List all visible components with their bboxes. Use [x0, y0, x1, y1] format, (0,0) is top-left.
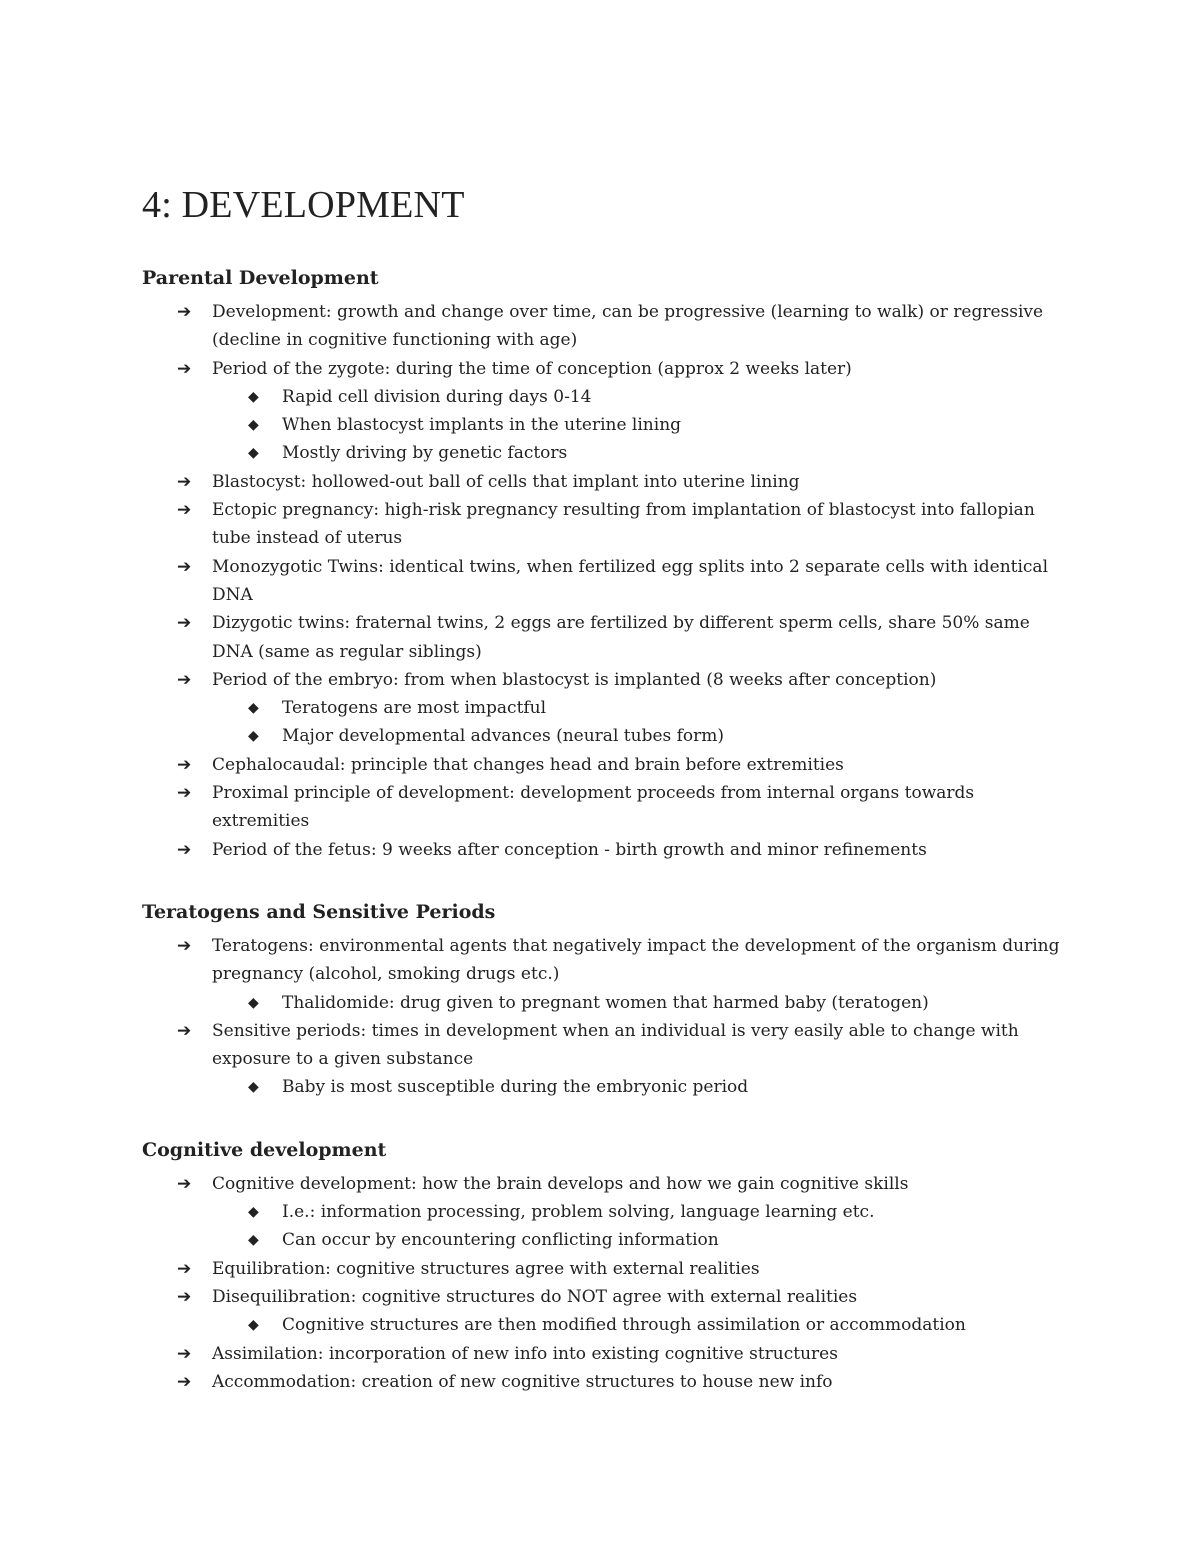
arrow-bullet-icon: ➔: [177, 1020, 192, 1041]
bullet-list: [142, 1170, 1072, 1396]
sub-list-item: [212, 1226, 1072, 1254]
sub-list-item-text: Cognitive structures are then modified through assimilation or accommodation: [282, 1315, 966, 1336]
sub-bullet-list: [212, 989, 1072, 1017]
sub-list-item: [212, 411, 1072, 439]
diamond-bullet-icon: ◆: [248, 1204, 259, 1221]
diamond-bullet-icon: ◆: [248, 728, 259, 745]
sub-list-item-text: Major developmental advances (neural tubes form): [282, 726, 725, 747]
list-item-text: Cephalocaudal: principle that changes head and brain before extremities: [212, 754, 844, 775]
list-item: [142, 496, 1072, 553]
list-item: [142, 1368, 1072, 1396]
list-item: [142, 609, 1072, 666]
list-item-text: Accommodation: creation of new cognitive structures to house new info: [212, 1371, 833, 1392]
list-item: [142, 468, 1072, 496]
list-item-text: Period of the embryo: from when blastocyst is implanted (8 weeks after conception): [212, 669, 937, 690]
section: [142, 1130, 1072, 1396]
list-item: [142, 1283, 1072, 1340]
sub-list-item: [212, 1198, 1072, 1226]
list-item-text: Sensitive periods: times in development when an individual is very easily able to change with exposure to a given substance: [212, 1020, 1019, 1070]
arrow-bullet-icon: ➔: [177, 1343, 192, 1364]
list-item: [142, 298, 1072, 355]
diamond-bullet-icon: ◆: [248, 1317, 259, 1334]
section-heading: Cognitive development: [142, 1138, 387, 1161]
list-item-text: Period of the fetus: 9 weeks after conception - birth growth and minor refinements: [212, 839, 927, 860]
list-item: [142, 751, 1072, 779]
list-item: [142, 355, 1072, 468]
diamond-bullet-icon: ◆: [248, 1079, 259, 1096]
sub-bullet-list: [212, 1311, 1072, 1339]
sub-list-item: [212, 694, 1072, 722]
sub-bullet-list: [212, 383, 1072, 468]
list-item-text: Development: growth and change over time, can be progressive (learning to walk) or regressive (decline in cognitive functioning with age): [212, 302, 1044, 351]
arrow-bullet-icon: ➔: [177, 358, 192, 379]
arrow-bullet-icon: ➔: [177, 669, 192, 690]
document-page: [142, 178, 1072, 1424]
sub-list-item-text: I.e.: information processing, problem solving, language learning etc.: [282, 1202, 875, 1223]
list-item: [142, 1017, 1072, 1102]
list-item: [142, 1255, 1072, 1283]
diamond-bullet-icon: ◆: [248, 700, 259, 717]
arrow-bullet-icon: ➔: [177, 1173, 192, 1194]
sub-list-item: [212, 383, 1072, 411]
document-title: 4: DEVELOPMENT: [142, 184, 465, 226]
diamond-bullet-icon: ◆: [248, 417, 259, 434]
sub-list-item: [212, 1311, 1072, 1339]
sub-list-item-text: Can occur by encountering conflicting information: [282, 1230, 719, 1251]
arrow-bullet-icon: ➔: [177, 935, 192, 956]
sub-list-item: [212, 722, 1072, 750]
sub-list-item-text: Thalidomide: drug given to pregnant women that harmed baby (teratogen): [282, 992, 929, 1013]
list-item-text: Assimilation: incorporation of new info into existing cognitive structures: [212, 1343, 838, 1364]
diamond-bullet-icon: ◆: [248, 1232, 259, 1249]
arrow-bullet-icon: ➔: [177, 613, 192, 634]
sub-list-item: [212, 439, 1072, 467]
list-item-text: Proximal principle of development: development proceeds from internal organs towards extremities: [212, 783, 975, 832]
diamond-bullet-icon: ◆: [248, 994, 259, 1011]
sub-bullet-list: [212, 1073, 1072, 1101]
list-item-text: Blastocyst: hollowed-out ball of cells that implant into uterine lining: [212, 471, 800, 492]
list-item: [142, 666, 1072, 751]
list-item-text: Equilibration: cognitive structures agree with external realities: [212, 1258, 760, 1279]
sub-list-item: [212, 1073, 1072, 1101]
bullet-list: [142, 298, 1072, 864]
list-item: [142, 553, 1072, 610]
sub-list-item: [212, 989, 1072, 1017]
arrow-bullet-icon: ➔: [177, 1371, 192, 1392]
sections-container: [142, 258, 1072, 1396]
list-item-text: Period of the zygote: during the time of conception (approx 2 weeks later): [212, 358, 852, 379]
sub-list-item-text: Teratogens are most impactful: [282, 698, 547, 719]
arrow-bullet-icon: ➔: [177, 754, 192, 775]
diamond-bullet-icon: ◆: [248, 388, 259, 405]
arrow-bullet-icon: ➔: [177, 302, 192, 322]
list-item-text: Monozygotic Twins: identical twins, when fertilized egg splits into 2 separate cells with identical DNA: [212, 556, 1049, 605]
section: [142, 892, 1072, 1102]
list-item: [142, 836, 1072, 864]
arrow-bullet-icon: ➔: [177, 839, 192, 860]
list-item: [142, 1170, 1072, 1255]
arrow-bullet-icon: ➔: [177, 783, 192, 804]
bullet-list: [142, 932, 1072, 1102]
list-item-text: Dizygotic twins: fraternal twins, 2 eggs are fertilized by different sperm cells, share 50% same DNA (same as regular siblings): [212, 613, 1030, 662]
sub-list-item-text: Rapid cell division during days 0-14: [282, 386, 592, 407]
list-item: [142, 932, 1072, 1017]
sub-list-item-text: Baby is most susceptible during the embryonic period: [282, 1077, 749, 1098]
list-item-text: Ectopic pregnancy: high-risk pregnancy resulting from implantation of blastocyst into fallopian tube instead of uterus: [212, 500, 1035, 549]
list-item-text: Disequilibration: cognitive structures do NOT agree with external realities: [212, 1286, 858, 1307]
diamond-bullet-icon: ◆: [248, 445, 259, 462]
arrow-bullet-icon: ➔: [177, 471, 192, 492]
arrow-bullet-icon: ➔: [177, 1258, 192, 1279]
sub-list-item-text: Mostly driving by genetic factors: [282, 443, 568, 464]
list-item: [142, 1340, 1072, 1368]
section-heading: Parental Development: [142, 267, 379, 289]
section-heading: Teratogens and Sensitive Periods: [142, 900, 496, 923]
list-item-text: Cognitive development: how the brain develops and how we gain cognitive skills: [212, 1173, 909, 1194]
arrow-bullet-icon: ➔: [177, 500, 192, 521]
sub-list-item-text: When blastocyst implants in the uterine lining: [282, 415, 682, 436]
sub-bullet-list: [212, 1198, 1072, 1255]
list-item-text: Teratogens: environmental agents that negatively impact the development of the organism during pregnancy (alcohol, smoking drugs etc.): [212, 935, 1060, 985]
list-item: [142, 779, 1072, 836]
section: [142, 258, 1072, 864]
sub-bullet-list: [212, 694, 1072, 751]
arrow-bullet-icon: ➔: [177, 1286, 192, 1307]
arrow-bullet-icon: ➔: [177, 556, 192, 577]
